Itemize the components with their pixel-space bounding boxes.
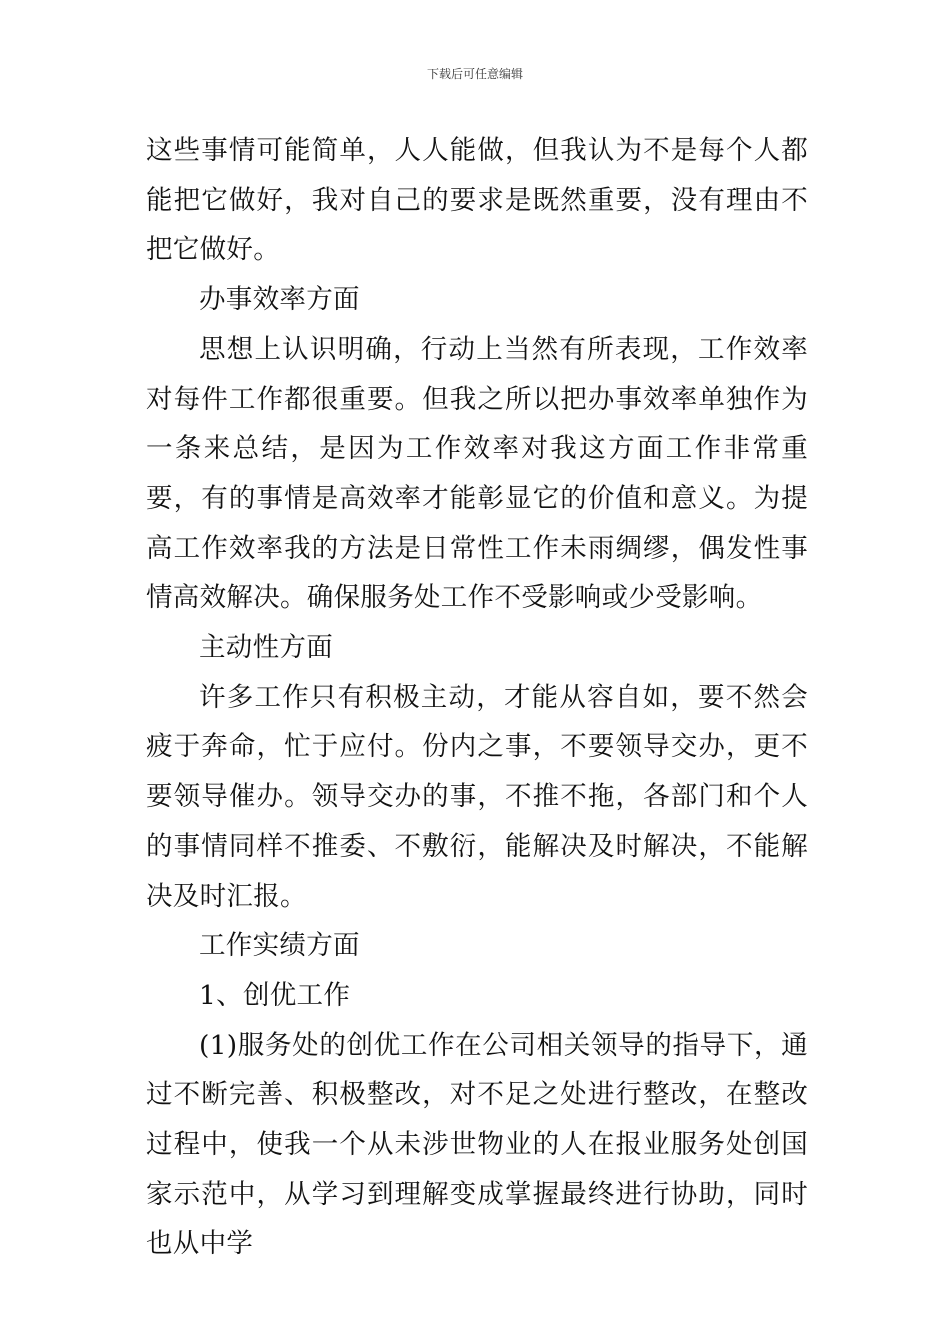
section-heading-initiative: 主动性方面 bbox=[199, 632, 333, 664]
page-header: 下载后可任意编辑 bbox=[426, 67, 523, 81]
paragraph-initiative: 许多工作只有积极主动，才能从容自如，要不然会疲于奔命，忙于应付。份内之事，不要领导交办，更不要领导催办。领导交办的事，不推不拖，各部门和个人的事情同样不推委、不敷衍，能解决及时解决，不能解决及时汇报。 bbox=[146, 681, 808, 912]
paragraph-continuation: 这些事情可能简单，人人能做，但我认为不是每个人都能把它做好，我对自己的要求是既然重要，没有理由不把它做好。 bbox=[146, 135, 808, 266]
paragraph-excellence-1: (1)服务处的创优工作在公司相关领导的指导下，通过不断完善、积极整改，对不足之处进行整改，在整改过程中，使我一个从未涉世物业的人在报业服务处创国家示范中，从学习到理解变成掌握最终进行协助，同时也从中学 bbox=[146, 1029, 808, 1260]
section-heading-achievements: 工作实绩方面 bbox=[199, 930, 360, 962]
document-body bbox=[146, 126, 808, 1269]
paragraph-efficiency: 思想上认识明确，行动上当然有所表现，工作效率对每件工作都很重要。但我之所以把办事效率单独作为一条来总结，是因为工作效率对我这方面工作非常重要，有的事情是高效率才能彰显它的价值和意义。为提高工作效率我的方法是日常性工作未雨绸缪，偶发性事情高效解决。确保服务处工作不受影响或少受影响。 bbox=[146, 333, 808, 614]
subsection-heading-excellence: 1、创优工作 bbox=[199, 979, 351, 1011]
section-heading-efficiency: 办事效率方面 bbox=[199, 284, 360, 316]
